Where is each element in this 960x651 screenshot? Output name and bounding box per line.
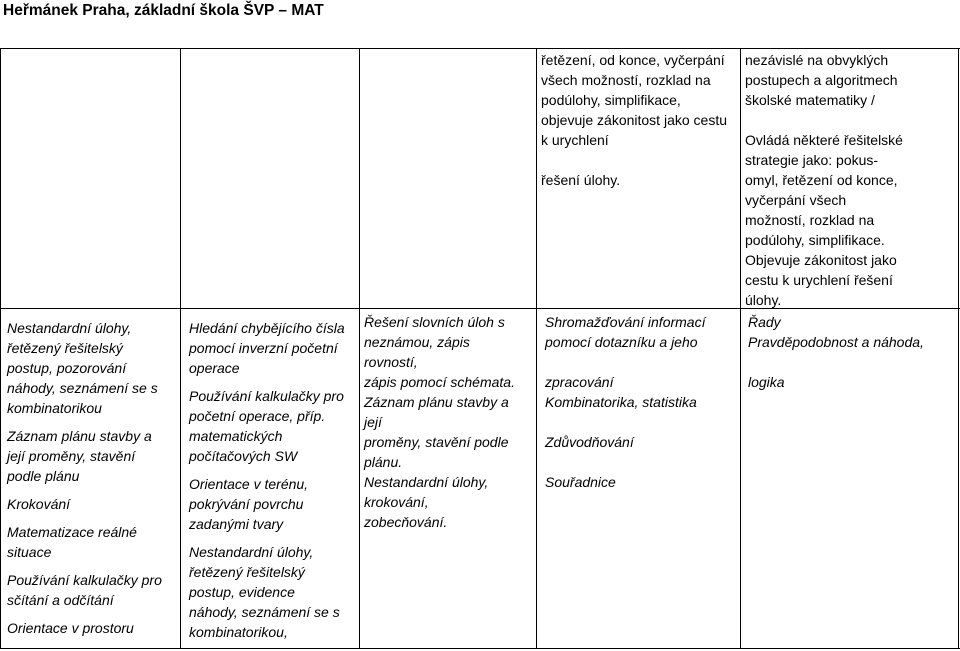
text-line: Souřadnice [545, 474, 616, 490]
text-line: plánu. [364, 454, 403, 470]
text-line: Záznam plánu stavby a [364, 394, 509, 410]
text-line: Objevuje zákonitost jako [745, 252, 897, 268]
text-line: k urychlení [541, 132, 609, 148]
text-line: řešení úlohy. [541, 172, 621, 188]
text-line: Krokování [7, 496, 71, 512]
text-line: operace [189, 360, 240, 376]
item-spacer [7, 514, 179, 522]
text-line: pokrývání povrchu [189, 496, 304, 512]
item-spacer [7, 418, 179, 426]
text-line: sčítání a odčítání [7, 592, 114, 608]
text-line: zápis pomocí schémata. [364, 374, 515, 390]
text-line: řetězený řešitelský [7, 340, 123, 356]
text-line: strategie jako: pokus- [745, 152, 879, 168]
bottom-row-column-3 [364, 312, 536, 532]
text-line: Nestandardní úlohy, [7, 320, 132, 336]
text-line [545, 452, 739, 472]
text-line: zadanými tvary [189, 516, 284, 532]
list-item [7, 570, 179, 610]
text-line: zpracování [545, 374, 614, 390]
text-line [545, 352, 739, 372]
text-line: možností, rozklad na [745, 212, 875, 228]
text-line: úlohy. [745, 292, 782, 308]
text-line: řetězení, od konce, vyčerpání [541, 52, 725, 68]
item-spacer [189, 534, 359, 542]
item-spacer [7, 486, 179, 494]
text-line: Řady [748, 314, 781, 330]
list-item [7, 618, 179, 638]
text-line: Kombinatorika, statistika [545, 394, 697, 410]
text-line: postup, pozorování [7, 360, 127, 376]
text-line: matematických [189, 428, 283, 444]
text-line: kombinatorikou, [189, 624, 288, 640]
text-line: Záznam plánu stavby a [7, 428, 152, 444]
text-line: podúlohy, simplifikace, [541, 92, 681, 108]
column-divider-2 [180, 48, 181, 649]
text-line: postup, evidence [189, 584, 295, 600]
text-line: neznámou, zápis [364, 334, 470, 350]
text-line: její [364, 414, 382, 430]
text-line: proměny, stavění podle [364, 434, 509, 450]
text-line: vyčerpání všech [745, 192, 847, 208]
list-item [7, 494, 179, 514]
text-line [541, 150, 737, 170]
text-line: Nestandardní úlohy, [189, 544, 314, 560]
text-line: řetězený řešitelský [189, 564, 305, 580]
text-line: Ovládá některé řešitelské [745, 132, 903, 148]
column-divider-5 [740, 48, 741, 649]
column-divider-4 [536, 48, 537, 649]
text-line: její proměny, stavění [7, 448, 136, 464]
list-item [7, 318, 179, 418]
text-line: Shromažďování informací [545, 314, 706, 330]
table-top-border [0, 48, 960, 49]
table-bottom-border [0, 648, 960, 649]
text-line: početní operace, příp. [189, 408, 326, 424]
text-line: Hledání chybějícího čísla [189, 320, 345, 336]
text-line: školské matematiky / [745, 92, 875, 108]
bottom-row-column-5 [748, 312, 958, 392]
text-line: Zdůvodňování [545, 434, 634, 450]
text-line: nezávislé na obvyklých [745, 52, 889, 68]
text-line: náhody, seznámení se s [189, 604, 340, 620]
text-line: omyl, řetězení od konce, [745, 172, 898, 188]
text-line: postupech a algoritmech [745, 72, 898, 88]
text-line: objevuje zákonitost jako cestu [541, 112, 727, 128]
bottom-row-column-4 [545, 312, 739, 492]
text-line [748, 352, 958, 372]
bottom-row-column-1 [7, 318, 179, 638]
item-spacer [189, 378, 359, 386]
bottom-row-column-2 [189, 318, 359, 642]
text-line: Matematizace reálné [7, 524, 137, 540]
top-row-column-5 [745, 50, 957, 310]
text-line: počítačových SW [189, 448, 298, 464]
text-line: pomocí dotazníku a jeho [545, 334, 698, 350]
text-line: logika [748, 374, 785, 390]
text-line: krokování, [364, 494, 429, 510]
text-line: Nestandardní úlohy, [364, 474, 489, 490]
text-line: kombinatorikou [7, 400, 102, 416]
text-line: zobecňování. [364, 514, 448, 530]
text-line: situace [7, 544, 52, 560]
text-line: Orientace v prostoru [7, 620, 134, 636]
text-line: Pravděpodobnost a náhoda, [748, 334, 924, 350]
text-line: rovností, [364, 354, 418, 370]
text-line: Používání kalkulačky pro [7, 572, 162, 588]
column-divider-3 [359, 48, 360, 649]
text-line [745, 110, 957, 130]
text-line: Řešení slovních úloh s [364, 314, 505, 330]
page-title: Heřmánek Praha, základní škola ŠVP – MAT [3, 2, 324, 19]
list-item [189, 474, 359, 534]
text-line: pomocí inverzní početní [189, 340, 338, 356]
text-line [545, 412, 739, 432]
list-item [7, 426, 179, 486]
item-spacer [7, 610, 179, 618]
column-divider-1 [0, 48, 1, 649]
item-spacer [189, 466, 359, 474]
text-line: Orientace v terénu, [189, 476, 309, 492]
top-row-column-4 [541, 50, 737, 190]
column-divider-6 [958, 48, 959, 649]
item-spacer [7, 562, 179, 570]
text-line: cestu k urychlení řešení [745, 272, 893, 288]
text-line: všech možností, rozklad na [541, 72, 711, 88]
list-item [7, 522, 179, 562]
list-item [189, 542, 359, 642]
list-item [189, 386, 359, 466]
text-line: podle plánu [7, 468, 80, 484]
text-line: náhody, seznámení se s [7, 380, 158, 396]
list-item [189, 318, 359, 378]
text-line: Používání kalkulačky pro [189, 388, 344, 404]
text-line: podúlohy, simplifikace. [745, 232, 885, 248]
